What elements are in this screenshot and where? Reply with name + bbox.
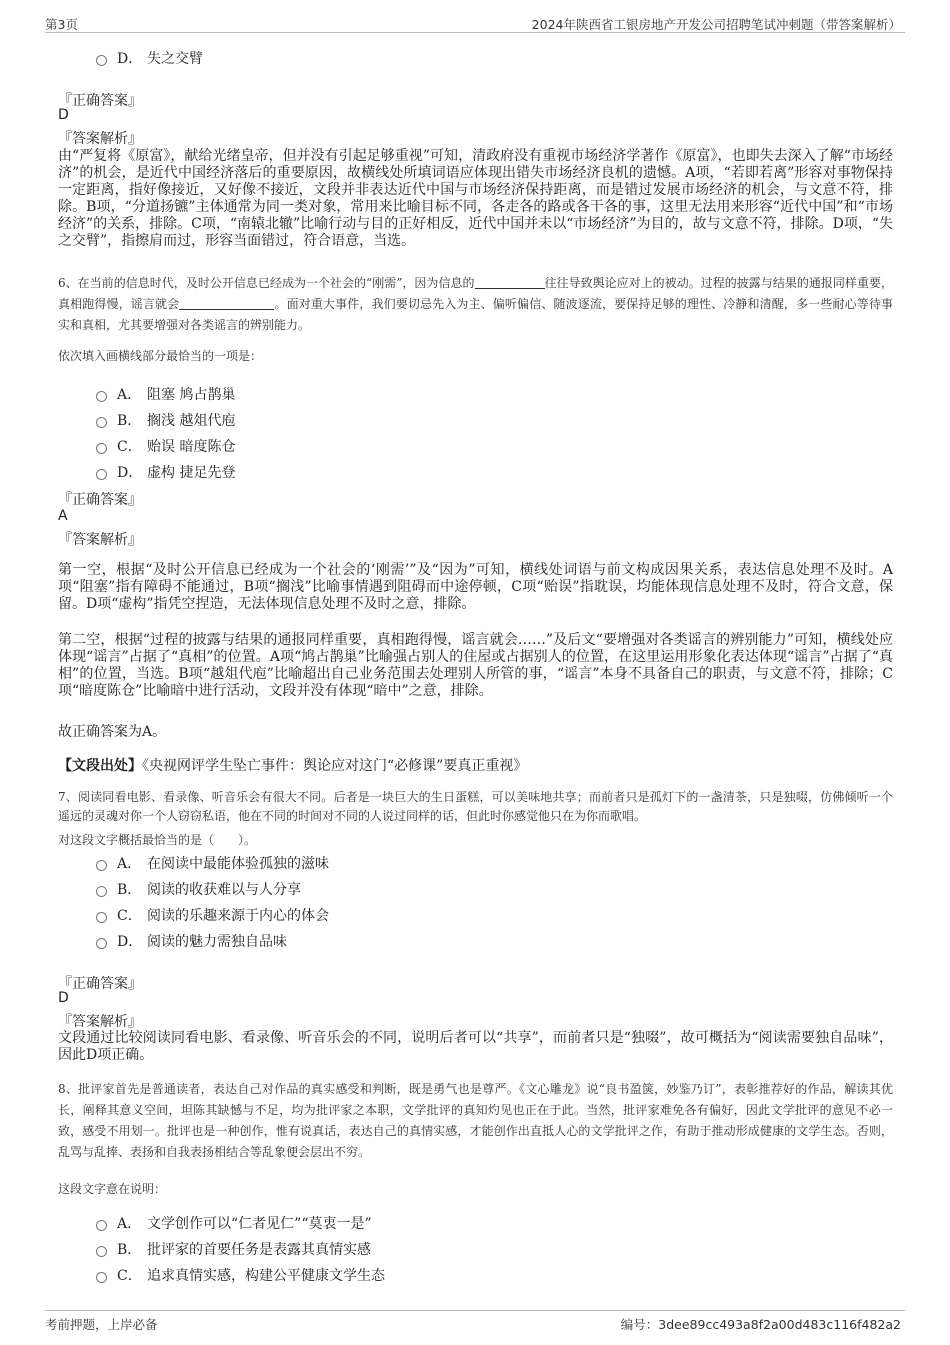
question-prompt: 这段文字意在说明： xyxy=(58,1182,167,1196)
question-stem: 8、批评家首先是普通读者，表达自己对作品的真实感受和判断，既是勇气也是尊严。《文心雕龙》说“良书盈箧，妙鉴乃订”，表彰推荐好的作品，解读其优长，阐释其意义空间，坦陈其缺憾与不足，均为批评家之本职，文学批评的真知灼见也正在于此。当然，批评家难免各有偏好，因此文学批评的意见不必一致，感受不用划一。批评也是一种创作，惟有说真话，表达自己的真情实感，才能创作出直抵人心的文学批评之作，有助于推动形成健康的文学生态。否则，乱骂与乱捧、表扬和自我表扬相结合等乱象便会层出不穷。 xyxy=(58,1082,893,1159)
analysis-text: 第一空，根据“及时公开信息已经成为一个社会的‘刚需’”及“因为”可知，横线处词语与前文构成因果关系，表达信息处理不及时。A项“阻塞”指有障碍不能通过，B项“搁浅”比喻事情遇到阻碍而中途停顿，C项“贻误”指耽误，均能体现信息处理不及时，符合文意，保留。D项“虚构”指凭空捏造，无法体现信息处理不及时之意，排除。 xyxy=(58,562,893,612)
option-c[interactable]: C． 追求真情实感，构建公平健康文学生态 xyxy=(96,1265,385,1285)
page-number: 第3页 xyxy=(45,17,78,32)
option-a[interactable]: A． 文学创作可以“仁者见仁”“莫衷一是” xyxy=(96,1213,372,1233)
question-prompt: 依次填入画横线部分最恰当的一项是： xyxy=(58,349,263,363)
analysis-text: 文段通过比较阅读同看电影、看录像、听音乐会的不同，说明后者可以“共享”，而前者只是“独啜”，故可概括为“阅读需要独自品味”，因此D项正确。 xyxy=(58,1030,893,1063)
document-code: 编号：3dee89cc493a8f2a00d483c116f482a2 xyxy=(620,1317,901,1332)
radio-icon[interactable] xyxy=(96,55,107,66)
question-prompt: 对这段文字概括最恰当的是（ ）。 xyxy=(58,833,257,847)
option-a[interactable]: A． 阻塞 鸠占鹊巢 xyxy=(96,384,235,404)
radio-icon[interactable] xyxy=(96,469,107,480)
page-header xyxy=(45,12,905,33)
correct-answer-label: 『正确答案』 xyxy=(58,976,142,992)
fill-blank-2 xyxy=(179,296,274,310)
source-line: 【文段出处】《央视网评学生坠亡事件：舆论应对这门“必修课”要真正重视》 xyxy=(58,758,528,774)
radio-icon[interactable] xyxy=(96,443,107,454)
option-b[interactable]: B． 阅读的收获难以与人分享 xyxy=(96,879,301,899)
footer-slogan: 考前押题，上岸必备 xyxy=(45,1317,158,1332)
document-title: 2024年陕西省工银房地产开发公司招聘笔试冲刺题（带答案解析） xyxy=(531,17,901,32)
radio-icon[interactable] xyxy=(96,1246,107,1257)
page-footer xyxy=(45,1310,905,1337)
radio-icon[interactable] xyxy=(96,886,107,897)
correct-answer: D xyxy=(58,107,69,123)
radio-icon[interactable] xyxy=(96,417,107,428)
analysis-label: 『答案解析』 xyxy=(58,131,142,147)
radio-icon[interactable] xyxy=(96,1272,107,1283)
radio-icon[interactable] xyxy=(96,391,107,402)
option-d[interactable]: D． 失之交臂 xyxy=(96,48,203,68)
option-b[interactable]: B． 批评家的首要任务是表露其真情实感 xyxy=(96,1239,371,1259)
conclusion-text: 故正确答案为A。 xyxy=(58,724,167,740)
analysis-label: 『答案解析』 xyxy=(58,532,142,548)
radio-icon[interactable] xyxy=(96,912,107,923)
option-b[interactable]: B． 搁浅 越俎代庖 xyxy=(96,410,235,430)
option-a[interactable]: A． 在阅读中最能体验孤独的滋味 xyxy=(96,853,329,873)
option-c[interactable]: C． 贻误 暗度陈仓 xyxy=(96,436,235,456)
analysis-label: 『答案解析』 xyxy=(58,1014,142,1030)
option-d[interactable]: D． 阅读的魅力需独自品味 xyxy=(96,931,287,951)
option-c[interactable]: C． 阅读的乐趣来源于内心的体会 xyxy=(96,905,329,925)
fill-blank-1 xyxy=(475,275,545,289)
correct-answer: A xyxy=(58,508,68,524)
radio-icon[interactable] xyxy=(96,938,107,949)
question-stem: 6、在当前的信息时代，及时公开信息已经成为一个社会的“刚需”，因为信息的 往往导致舆论应对上的被动。过程的披露与结果的通报同样重要，真相跑得慢，谣言就会 。面对重大事件，我们要切忌先入为主、偏听偏信、随波逐流，要保持足够的理性、冷静和清醒，多一些耐心等待事实和真相，尤其要增强对各类谣言的辨别能力。 xyxy=(58,276,893,332)
radio-icon[interactable] xyxy=(96,1220,107,1231)
correct-answer-label: 『正确答案』 xyxy=(58,93,142,109)
radio-icon[interactable] xyxy=(96,860,107,871)
analysis-text: 第二空，根据“过程的披露与结果的通报同样重要，真相跑得慢，谣言就会……”及后文“要增强对各类谣言的辨别能力”可知，横线处应体现“谣言”占据了“真相”的位置。A项“鸠占鹊巢”比喻强占别人的住屋或占据别人的位置，在这里运用形象化表达体现“谣言”占据了“真相”的位置，当选。B项“越俎代庖”比喻超出自己业务范围去处理别人所管的事，“谣言”本身不具备自己的职责，与文意不符，排除；C项“暗度陈仓”比喻暗中进行活动，文段并没有体现“暗中”之意，排除。 xyxy=(58,632,893,699)
question-stem: 7、阅读同看电影、看录像、听音乐会有很大不同。后者是一块巨大的生日蛋糕，可以美味地共享；而前者只是孤灯下的一盏清茶，只是独啜，仿佛倾听一个遥远的灵魂对你一个人窃窃私语，他在不同的时间对不同的人说过同样的话，但此时你感觉他只在为你而歌唱。 xyxy=(58,790,893,823)
option-d[interactable]: D． 虚构 捷足先登 xyxy=(96,462,235,482)
correct-answer-label: 『正确答案』 xyxy=(58,492,142,508)
analysis-text: 由“严复将《原富》，献给光绪皇帝，但并没有引起足够重视”可知，清政府没有重视市场经济学著作《原富》，也即失去深入了解“市场经济”的机会，是近代中国经济落后的重要原因，故横线处所填词语应体现出错失市场经济良机的遗憾。A项，“若即若离”形容对事物保持一定距离，指好像接近，又好像不接近，文段并非表达近代中国与市场经济保持距离，而是错过发展市场经济的机会，与文意不符，排除。B项，“分道扬镳”主体通常为同一类对象，常用来比喻目标不同，各走各的路或各干各的事，这里无法用来形容“近代中国”和“市场经济”的关系，排除。C项，“南辕北辙”比喻行动与目的正好相反，近代中国并未以“市场经济”为目的，故与文意不符，排除。D项，“失之交臂”，指擦肩而过，形容当面错过，符合语意，当选。 xyxy=(58,148,893,249)
correct-answer: D xyxy=(58,990,69,1006)
